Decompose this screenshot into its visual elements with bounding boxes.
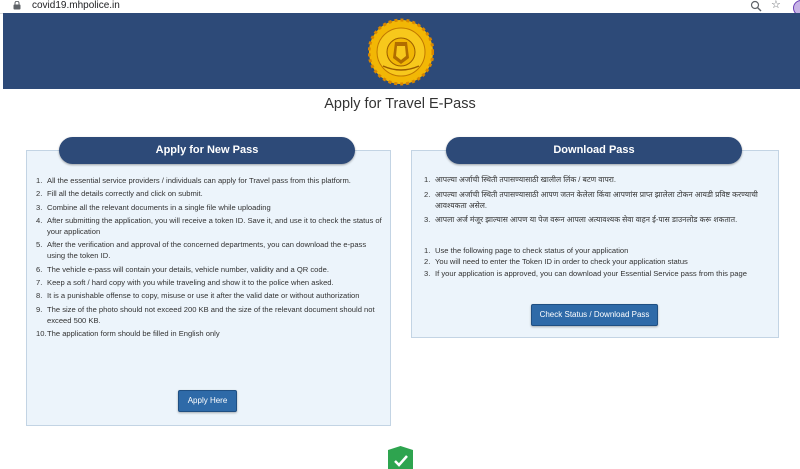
- zoom-icon[interactable]: [750, 0, 762, 12]
- list-item: [36, 278, 382, 289]
- list-number: 1.: [424, 246, 431, 255]
- list-text: Combine all the relevant documents in a single file while uploading: [47, 202, 271, 212]
- list-text: The size of the photo should not exceed 200 KB and the size of the relevant document should not exceed 500 KB.: [47, 304, 375, 325]
- list-number: 1.: [36, 176, 43, 185]
- new-pass-instructions: [36, 176, 382, 342]
- list-item: [36, 291, 382, 302]
- list-item: [424, 257, 769, 268]
- list-item: [36, 189, 382, 200]
- list-number: 2.: [424, 189, 431, 199]
- list-number: 3.: [36, 202, 43, 212]
- list-number: 4.: [36, 216, 43, 226]
- download-instructions-marathi: [424, 175, 769, 230]
- list-text: आपल्या अर्जाची स्थिती तपासण्यासाठी आपण जतन केलेला किंवा आपणांस प्राप्त झालेला टोकन आयडी प्रविष्ट करण्याची आवश्यकता असेल.: [435, 189, 758, 210]
- list-item: [36, 176, 382, 187]
- list-text: If your application is approved, you can download your Essential Service pass from this page: [435, 268, 747, 278]
- list-number: 6.: [36, 264, 43, 274]
- list-item: [424, 190, 769, 212]
- police-emblem: [368, 18, 434, 86]
- list-text: It is a punishable offense to copy, misuse or use it after the valid date or without authorization: [47, 291, 360, 301]
- star-icon[interactable]: ☆: [771, 0, 781, 11]
- list-text: आपला अर्ज मंजूर झाल्यास आपण या पेज वरून आपला अत्यावश्यक सेवा वाहन ई-पास डाउनलोड करू शकतात.: [435, 215, 738, 225]
- list-text: Keep a soft / hard copy with you while traveling and show it to the police when asked.: [47, 277, 334, 287]
- list-number: 8.: [36, 291, 43, 301]
- shield-check-icon: [386, 445, 415, 469]
- list-item: [36, 203, 382, 214]
- list-number: 5.: [36, 240, 43, 250]
- check-status-download-button[interactable]: Check Status / Download Pass: [531, 304, 658, 326]
- download-pass-heading: Download Pass: [446, 137, 742, 164]
- list-number: 3.: [424, 268, 431, 278]
- list-item: [36, 240, 382, 262]
- list-text: Fill all the details correctly and click on submit.: [47, 189, 203, 199]
- list-text: All the essential service providers / individuals can apply for Travel pass from this platform.: [47, 176, 351, 185]
- list-item: [424, 175, 769, 186]
- list-number: 2.: [424, 257, 431, 267]
- new-pass-heading: Apply for New Pass: [59, 137, 355, 164]
- list-text: After the verification and approval of the concerned departments, you can download the e-pass using the token ID.: [47, 240, 367, 261]
- list-item: [36, 265, 382, 276]
- list-text: Use the following page to check status of your application: [435, 246, 629, 255]
- list-item: [424, 215, 769, 226]
- list-text: The vehicle e-pass will contain your details, vehicle number, validity and a QR code.: [47, 264, 329, 274]
- list-text: After submitting the application, you will receive a token ID. Save it, and use it to check the status of your application: [47, 216, 382, 236]
- url-text[interactable]: covid19.mhpolice.in: [32, 0, 120, 11]
- list-text: आपल्या अर्जाची स्थिती तपासण्यासाठी खालील लिंक / बटण वापरा.: [435, 175, 616, 184]
- list-item: [36, 305, 382, 327]
- list-number: 1.: [424, 175, 431, 184]
- list-number: 10.: [36, 328, 47, 338]
- list-text: The application form should be filled in English only: [47, 328, 220, 338]
- download-instructions-english: [424, 246, 769, 280]
- list-item: [36, 216, 382, 238]
- list-item: [424, 269, 769, 280]
- apply-here-button[interactable]: Apply Here: [178, 390, 237, 412]
- list-text: You will need to enter the Token ID in order to check your application status: [435, 257, 688, 267]
- list-item: [424, 246, 769, 257]
- lock-icon[interactable]: [13, 1, 21, 10]
- list-item: [36, 329, 382, 340]
- list-number: 9.: [36, 304, 43, 314]
- list-number: 3.: [424, 215, 431, 225]
- list-number: 2.: [36, 189, 43, 199]
- page-title: Apply for Travel E-Pass: [324, 96, 476, 112]
- browser-address-bar: [0, 0, 800, 14]
- list-number: 7.: [36, 277, 43, 287]
